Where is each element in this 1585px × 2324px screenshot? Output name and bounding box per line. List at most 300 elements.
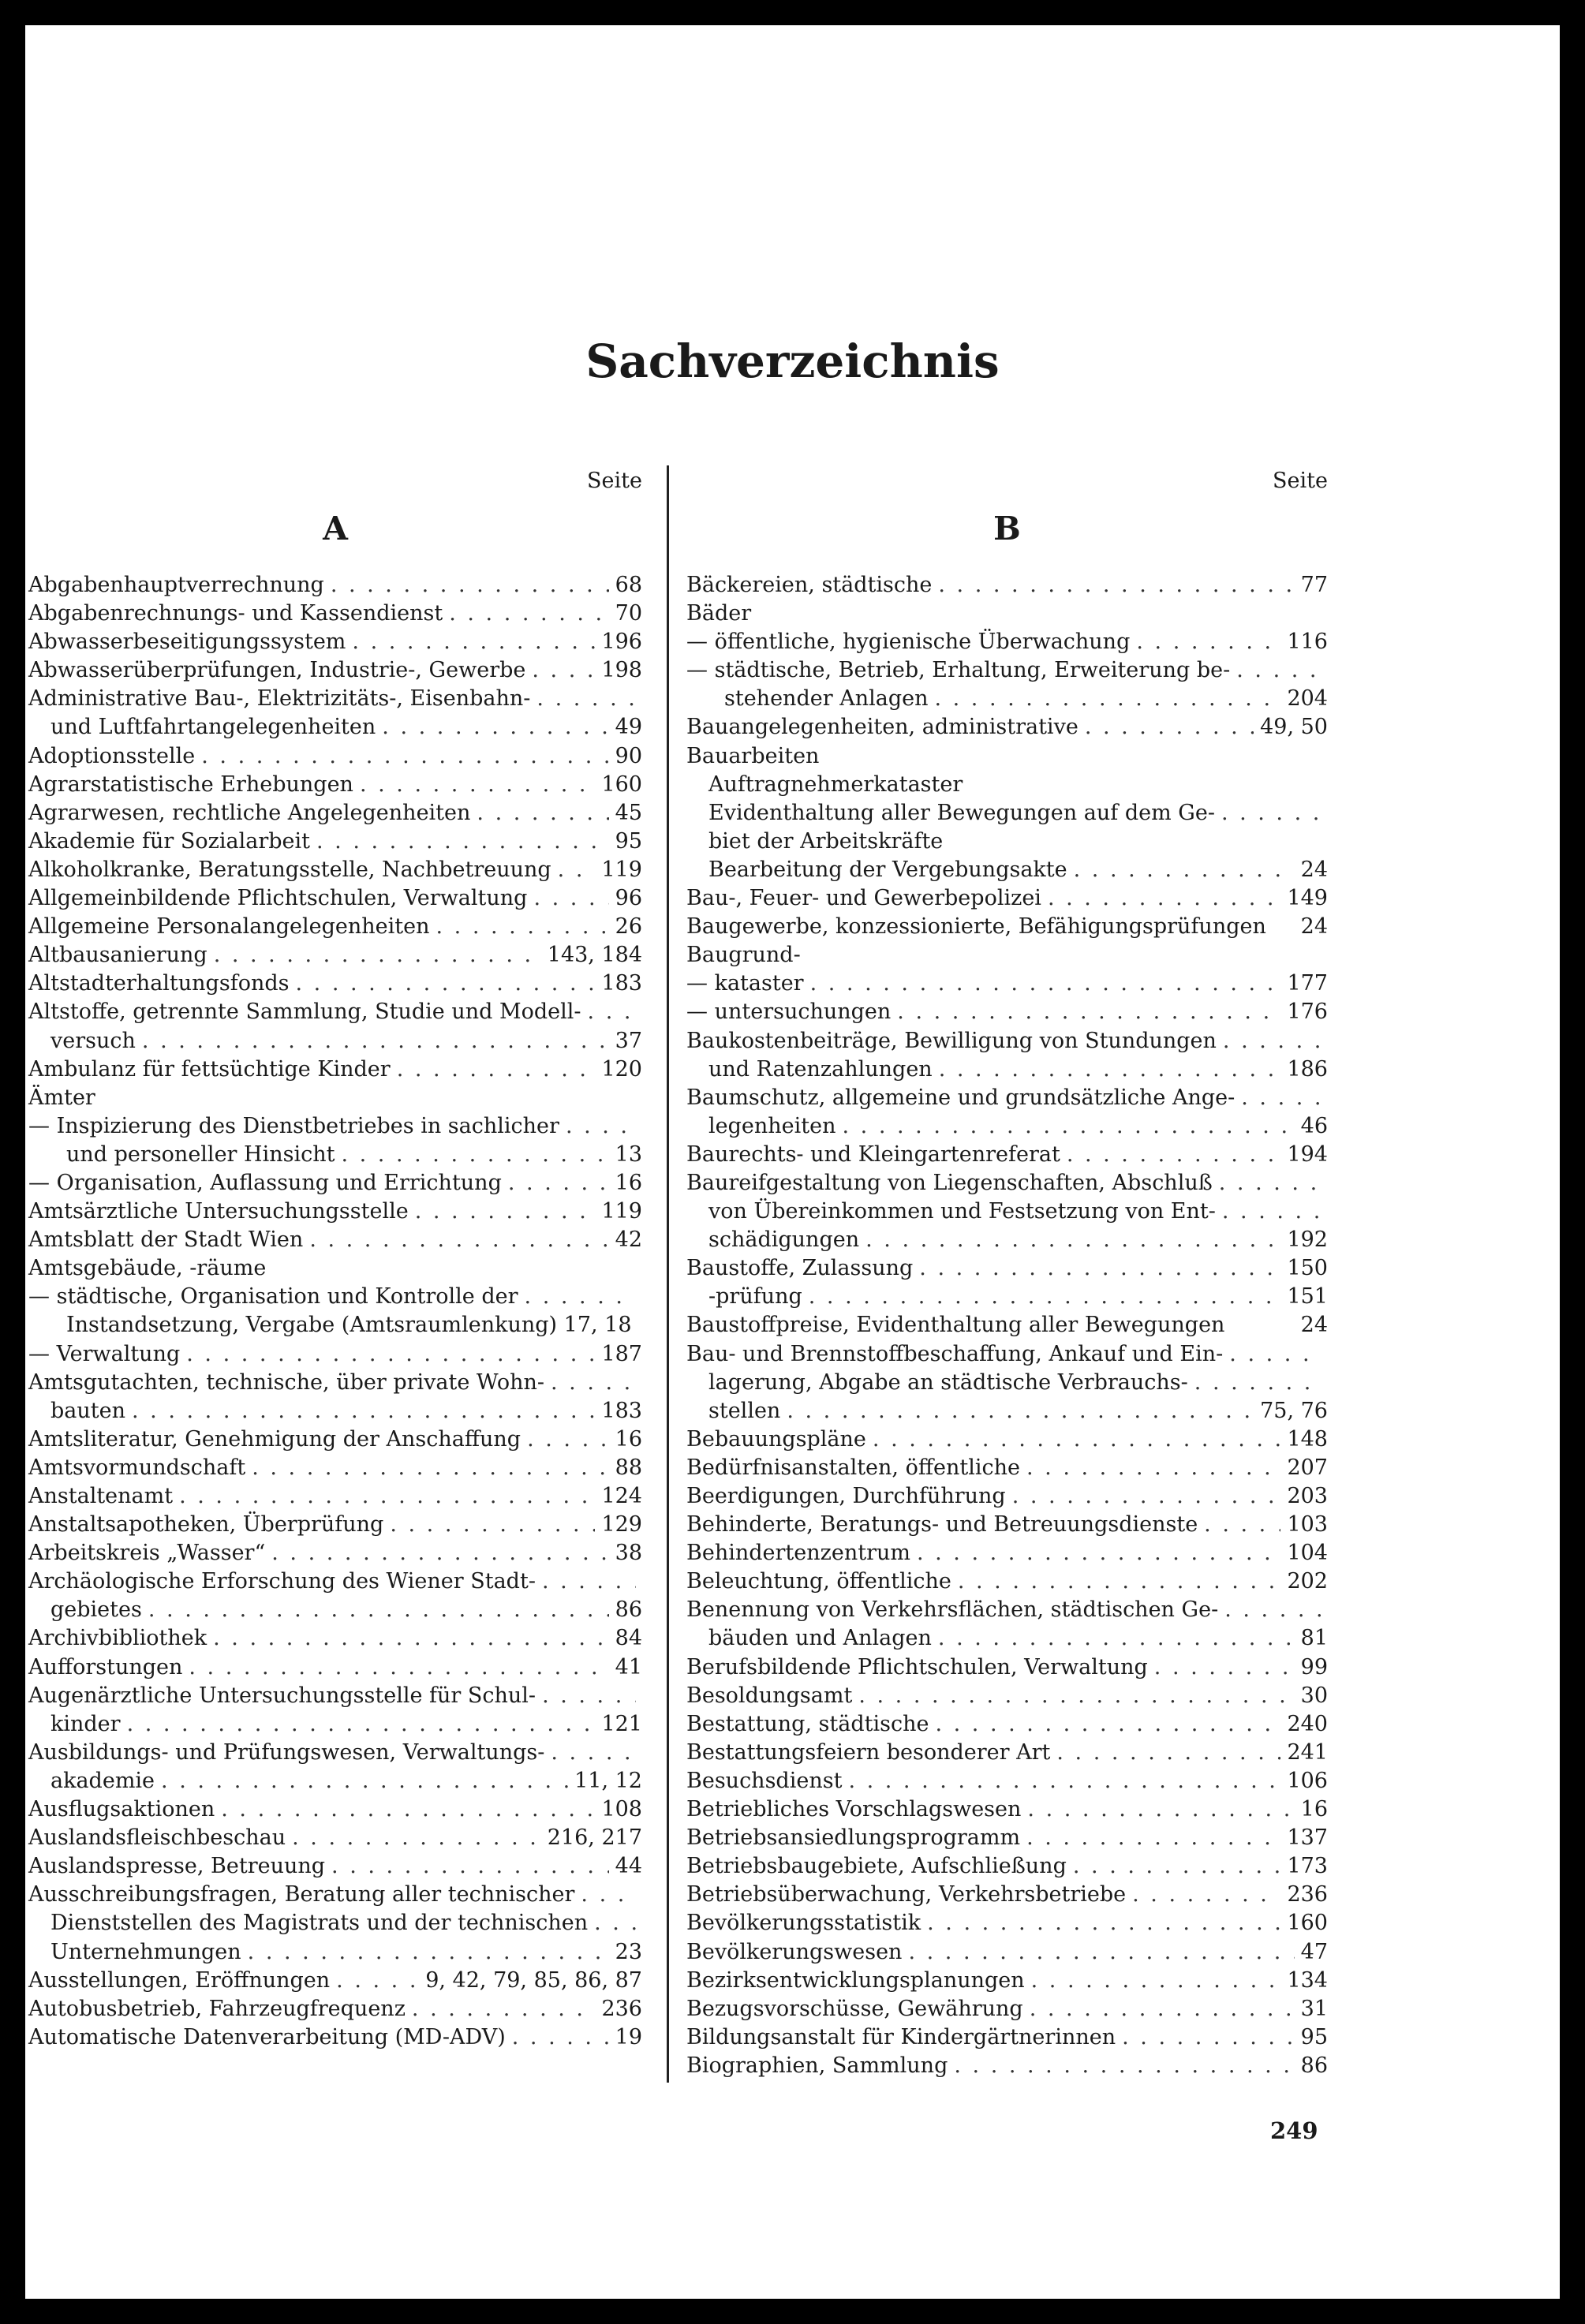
- entry-term: Agrarwesen, rechtliche Angelegenheiten: [28, 800, 471, 825]
- entry-term: und personeller Hinsicht: [66, 1141, 335, 1167]
- entry-page: 103: [1287, 1512, 1328, 1538]
- entry-term: akademie: [50, 1768, 155, 1793]
- entry-term: Berufsbildende Pflichtschulen, Verwaltung: [686, 1654, 1148, 1679]
- entry-term: Bau- und Brennstoffbeschaffung, Ankauf und Ein-: [686, 1341, 1224, 1366]
- index-entry: [686, 1624, 1328, 1653]
- dot-leader: [1030, 1995, 1295, 2023]
- dot-leader: [382, 713, 608, 742]
- entry-term: Alkoholkranke, Beratungsstelle, Nachbetreuung: [28, 857, 551, 882]
- entry-page: 183: [601, 1398, 642, 1423]
- index-entry: [28, 1311, 642, 1339]
- dot-leader: [248, 1938, 609, 1967]
- dot-leader: [581, 1881, 636, 1909]
- entry-page: 49: [615, 715, 642, 740]
- index-entry: [28, 1596, 642, 1624]
- entry-term: und Luftfahrtangelegenheiten: [50, 715, 376, 740]
- entry-term: Dienststellen des Magistrats und der technischen: [50, 1911, 589, 1936]
- index-entry: [28, 1027, 642, 1056]
- index-entry: [28, 1084, 642, 1112]
- entry-term: Amtsvormundschaft: [28, 1455, 246, 1480]
- entry-page: 151: [1287, 1284, 1328, 1310]
- index-entry: [28, 1852, 642, 1881]
- entry-term: Arbeitskreis „Wasser“: [28, 1541, 266, 1566]
- index-entries-a: [28, 571, 642, 2052]
- index-entry: [28, 1454, 642, 1482]
- index-entry: [686, 571, 1328, 600]
- dot-leader: [1056, 1739, 1280, 1767]
- index-entry: [686, 656, 1328, 685]
- entry-term: lagerung, Abgabe an städtische Verbrauchs-: [708, 1369, 1188, 1395]
- index-entry: [686, 913, 1328, 941]
- entry-page: 19: [615, 2024, 642, 2049]
- entry-term: Abwasserbeseitigungssystem: [28, 630, 346, 655]
- entry-term: Bearbeitung der Vergebungsakte: [708, 857, 1067, 882]
- entry-term: Allgemeine Personalangelegenheiten: [28, 914, 430, 940]
- dot-leader: [341, 1141, 608, 1169]
- entry-term: — untersuchungen: [686, 999, 892, 1025]
- index-entry: [686, 1995, 1328, 2023]
- entry-term: kinder: [50, 1711, 121, 1736]
- entry-term: Ämter: [28, 1085, 95, 1110]
- index-entry: [28, 713, 642, 742]
- index-entry: [28, 1824, 642, 1852]
- entry-page: 37: [615, 1028, 642, 1053]
- index-entry: [686, 1567, 1328, 1596]
- section-letter-b: B: [993, 510, 1021, 547]
- entry-term: Behindertenzentrum: [686, 1541, 910, 1566]
- entry-page: 186: [1287, 1056, 1328, 1082]
- entry-term: bäuden und Anlagen: [708, 1626, 932, 1651]
- entry-term: Allgemeinbildende Pflichtschulen, Verwaltung: [28, 886, 528, 911]
- entry-page: 84: [615, 1626, 642, 1651]
- entry-term: Altbausanierung: [28, 943, 207, 968]
- entry-term: Bauangelegenheiten, administrative: [686, 715, 1078, 740]
- dot-leader: [542, 1567, 636, 1596]
- index-entry: [28, 1425, 642, 1454]
- entry-page: 45: [615, 800, 642, 825]
- entry-page: 149: [1287, 886, 1328, 911]
- index-entry: [28, 1767, 642, 1795]
- entry-term: — kataster: [686, 971, 804, 996]
- entry-page: 41: [615, 1654, 642, 1679]
- entry-term: -prüfung: [708, 1284, 802, 1310]
- entry-term: Baurechts- und Kleingartenreferat: [686, 1141, 1060, 1167]
- index-entry: [28, 1909, 642, 1937]
- dot-leader: [449, 600, 608, 628]
- dot-leader: [551, 1369, 636, 1397]
- entry-term: Amtsärztliche Untersuchungsstelle: [28, 1199, 409, 1224]
- dot-leader: [1026, 1454, 1280, 1482]
- index-entry: [686, 1254, 1328, 1283]
- entry-page: 160: [1287, 1911, 1328, 1936]
- entry-term: Bevölkerungsstatistik: [686, 1911, 921, 1936]
- section-letter-a: A: [323, 510, 348, 547]
- index-entry: [28, 799, 642, 828]
- dot-leader: [938, 1624, 1295, 1653]
- dot-leader: [865, 1226, 1280, 1254]
- dot-leader: [360, 771, 596, 799]
- entry-term: Abwasserüberprüfungen, Industrie-, Gewerbe: [28, 658, 526, 683]
- entry-term: Benennung von Verkehrsflächen, städtischen Ge-: [686, 1597, 1219, 1623]
- entry-term: Beleuchtung, öffentliche: [686, 1569, 951, 1594]
- entry-term: versuch: [50, 1028, 136, 1053]
- entry-term: Altstoffe, getrennte Sammlung, Studie und Modell-: [28, 999, 581, 1025]
- index-entry: [28, 1881, 642, 1909]
- entry-term: stehender Anlagen: [724, 686, 929, 712]
- page-number: 249: [1270, 2117, 1318, 2144]
- entry-page: 121: [601, 1711, 642, 1736]
- entry-page: 173: [1287, 1854, 1328, 1879]
- entry-term: Auftragnehmerkataster: [708, 772, 963, 797]
- entry-term: Bebauungspläne: [686, 1426, 866, 1452]
- index-entry: [686, 1397, 1328, 1425]
- dot-leader: [412, 1995, 596, 2023]
- dot-leader: [1224, 1596, 1321, 1624]
- entry-term: Evidenthaltung aller Bewegungen auf dem Ge-: [708, 800, 1215, 825]
- entry-page: 96: [615, 886, 642, 911]
- index-entry: [686, 2023, 1328, 2052]
- entry-page: 86: [1300, 2053, 1328, 2078]
- entry-term: Bildungsanstalt für Kindergärtnerinnen: [686, 2024, 1116, 2049]
- index-entry: [686, 1767, 1328, 1795]
- index-entry: [686, 856, 1328, 884]
- index-entry: [28, 1739, 642, 1767]
- entry-page: 129: [601, 1512, 642, 1538]
- dot-leader: [508, 1169, 609, 1197]
- dot-leader: [1085, 713, 1254, 742]
- dot-leader: [271, 1539, 608, 1567]
- index-entry: [686, 1283, 1328, 1311]
- dot-leader: [132, 1397, 595, 1425]
- entry-page: 16: [615, 1426, 642, 1452]
- index-entry: [686, 1824, 1328, 1852]
- dot-leader: [1026, 1824, 1280, 1852]
- entry-term: Betriebsüberwachung, Verkehrsbetriebe: [686, 1882, 1127, 1907]
- page-title: Sachverzeichnis: [585, 334, 1000, 388]
- entry-page: 196: [601, 630, 642, 655]
- entry-term: Behinderte, Beratungs- und Betreuungsdienste: [686, 1512, 1198, 1538]
- index-entry: [28, 1938, 642, 1967]
- entry-term: — Organisation, Auflassung und Errichtung: [28, 1170, 502, 1195]
- index-entry: [28, 1511, 642, 1539]
- entry-page: 75, 76: [1260, 1398, 1328, 1423]
- index-entry: [686, 828, 1328, 856]
- entry-term: Besoldungsamt: [686, 1683, 853, 1708]
- index-entry: [686, 742, 1328, 771]
- entry-term: Anstaltenamt: [28, 1484, 174, 1508]
- entry-term: Agrarstatistische Erhebungen: [28, 772, 353, 797]
- entry-term: Abgabenrechnungs- und Kassendienst: [28, 601, 443, 626]
- entry-term: Administrative Bau-, Elektrizitäts-, Eisenbahn-: [28, 686, 531, 712]
- index-entry: [28, 1112, 642, 1141]
- index-entry: [686, 771, 1328, 799]
- index-entry: [686, 1084, 1328, 1112]
- entry-term: Altstadterhaltungsfonds: [28, 971, 290, 996]
- entry-page: 204: [1287, 686, 1328, 712]
- index-entry: [28, 998, 642, 1026]
- dot-leader: [352, 628, 595, 656]
- entry-page: 68: [615, 573, 642, 597]
- dot-leader: [787, 1397, 1254, 1425]
- index-entry: [686, 2052, 1328, 2080]
- entry-term: Baureifgestaltung von Liegenschaften, Abschluß: [686, 1170, 1213, 1195]
- entry-term: Bau-, Feuer- und Gewerbepolizei: [686, 886, 1041, 911]
- index-entry: [28, 856, 642, 884]
- entry-page: 216, 217: [547, 1825, 642, 1851]
- dot-leader: [292, 1824, 541, 1852]
- entry-page: 183: [601, 971, 642, 996]
- entry-term: Bäder: [686, 601, 752, 626]
- index-entry: [686, 713, 1328, 742]
- index-entry: [686, 1596, 1328, 1624]
- dot-leader: [1132, 1881, 1280, 1909]
- entry-term: Betriebsbaugebiete, Aufschließung: [686, 1854, 1067, 1879]
- entry-term: Unternehmungen: [50, 1939, 241, 1964]
- entry-term: bauten: [50, 1398, 125, 1423]
- dot-leader: [1222, 1197, 1321, 1226]
- index-entry: [28, 884, 642, 913]
- index-entry: [686, 1340, 1328, 1369]
- dot-leader: [939, 1056, 1281, 1084]
- entry-page: 176: [1287, 999, 1328, 1025]
- index-entry: [28, 1197, 642, 1226]
- entry-term: Amtsgutachten, technische, über private Wohn-: [28, 1369, 544, 1395]
- index-entry: [686, 970, 1328, 998]
- dot-leader: [810, 970, 1281, 998]
- index-entry: [28, 1169, 642, 1197]
- dot-leader: [309, 1226, 608, 1254]
- entry-page: 134: [1287, 1967, 1328, 1993]
- dot-leader: [551, 1739, 636, 1767]
- index-entry: [28, 1710, 642, 1739]
- entry-term: Bestattungsfeiern besonderer Art: [686, 1739, 1051, 1765]
- index-entry: [686, 1682, 1328, 1710]
- dot-leader: [189, 1653, 608, 1682]
- entry-page: 9, 42, 79, 85, 86, 87: [425, 1967, 642, 1993]
- entry-page: 150: [1287, 1256, 1328, 1281]
- index-entry: [686, 1112, 1328, 1141]
- entry-term: Baumschutz, allgemeine und grundsätzliche Ange-: [686, 1085, 1235, 1110]
- entry-term: Bevölkerungswesen: [686, 1939, 903, 1964]
- dot-leader: [897, 998, 1280, 1026]
- dot-leader: [1031, 1967, 1281, 1995]
- dot-leader: [536, 685, 636, 713]
- entry-page: 203: [1287, 1484, 1328, 1508]
- index-entry: [686, 1482, 1328, 1511]
- dot-leader: [1241, 1084, 1321, 1112]
- dot-leader: [512, 2023, 609, 2052]
- entry-page: 49, 50: [1260, 715, 1328, 740]
- entry-page: 11, 12: [574, 1768, 642, 1793]
- entry-page: 143, 184: [547, 943, 642, 968]
- entry-page: 119: [601, 1199, 642, 1224]
- entry-page: 236: [1287, 1882, 1328, 1907]
- dot-leader: [397, 1056, 596, 1084]
- entry-page: 106: [1287, 1768, 1328, 1793]
- entry-term: Instandsetzung, Vergabe (Amtsraumlenkung) 17, 18: [66, 1313, 632, 1338]
- dot-leader: [390, 1511, 595, 1539]
- index-entry: [28, 1539, 642, 1567]
- dot-leader: [594, 1909, 636, 1937]
- entry-term: Bedürfnisanstalten, öffentliche: [686, 1455, 1020, 1480]
- dot-leader: [213, 1624, 609, 1653]
- entry-term: stellen: [708, 1398, 781, 1423]
- entry-page: 104: [1287, 1541, 1328, 1566]
- index-entry: [28, 828, 642, 856]
- dot-leader: [917, 1539, 1280, 1567]
- entry-term: Automatische Datenverarbeitung (MD-ADV): [28, 2024, 506, 2049]
- seite-header-b: Seite: [1273, 469, 1328, 493]
- index-entry: [28, 913, 642, 941]
- index-entry: [686, 1454, 1328, 1482]
- index-entry: [686, 1539, 1328, 1567]
- index-entry: [686, 1739, 1328, 1767]
- entry-term: — öffentliche, hygienische Überwachung: [686, 630, 1131, 655]
- entry-term: Biographien, Sammlung: [686, 2053, 948, 2078]
- index-entry: [28, 1397, 642, 1425]
- dot-leader: [927, 1909, 1280, 1937]
- entry-page: 207: [1287, 1455, 1328, 1480]
- index-entry: [28, 656, 642, 685]
- entry-page: 46: [1300, 1113, 1328, 1138]
- index-entry: [28, 970, 642, 998]
- entry-page: 86: [615, 1597, 642, 1623]
- index-entry: [28, 1967, 642, 1995]
- dot-leader: [252, 1454, 608, 1482]
- entry-page: 30: [1300, 1683, 1328, 1708]
- entry-page: 240: [1287, 1711, 1328, 1736]
- entry-term: Baugrund-: [686, 943, 801, 968]
- dot-leader: [848, 1767, 1280, 1795]
- dot-leader: [1027, 1795, 1294, 1824]
- index-entry: [686, 1938, 1328, 1967]
- entry-term: Augenärztliche Untersuchungsstelle für Schul-: [28, 1683, 536, 1708]
- index-entry: [28, 628, 642, 656]
- entry-term: — Verwaltung: [28, 1341, 181, 1366]
- index-entry: [28, 1283, 642, 1311]
- index-entry: [28, 1682, 642, 1710]
- entry-page: 99: [1300, 1654, 1328, 1679]
- entry-page: 192: [1287, 1227, 1328, 1253]
- index-entry: [28, 600, 642, 628]
- entry-term: Amtsliteratur, Genehmigung der Anschaffung: [28, 1426, 521, 1452]
- entry-page: 24: [1300, 857, 1328, 882]
- entry-term: Baukostenbeiträge, Bewilligung von Stundungen: [686, 1028, 1217, 1053]
- index-entry: [686, 1197, 1328, 1226]
- entry-term: Archivbibliothek: [28, 1626, 207, 1651]
- entry-page: 47: [1300, 1939, 1328, 1964]
- dot-leader: [1122, 2023, 1295, 2052]
- entry-page: 119: [601, 857, 642, 882]
- index-entry: [686, 1226, 1328, 1254]
- entry-page: 194: [1287, 1141, 1328, 1167]
- entry-term: Besuchsdienst: [686, 1768, 843, 1793]
- entry-term: Autobusbetrieb, Fahrzeugfrequenz: [28, 1996, 406, 2021]
- index-entry: [28, 1226, 642, 1254]
- dot-leader: [1223, 1027, 1321, 1056]
- index-entry: [686, 600, 1328, 628]
- seite-header-a: Seite: [587, 469, 642, 493]
- index-entry: [28, 941, 642, 970]
- dot-leader: [1136, 628, 1280, 656]
- index-entry: [28, 685, 642, 713]
- dot-leader: [934, 685, 1280, 713]
- dot-leader: [1048, 884, 1281, 913]
- entry-page: 95: [615, 828, 642, 854]
- dot-leader: [331, 571, 609, 600]
- dot-leader: [1154, 1653, 1295, 1682]
- entry-term: Betriebliches Vorschlagswesen: [686, 1797, 1022, 1822]
- dot-leader: [161, 1767, 568, 1795]
- dot-leader: [1221, 799, 1321, 828]
- entry-term: — städtische, Organisation und Kontrolle der: [28, 1284, 518, 1310]
- dot-leader: [221, 1795, 595, 1824]
- index-entry: [28, 571, 642, 600]
- column-divider: [667, 465, 669, 2083]
- entry-page: 202: [1287, 1569, 1328, 1594]
- dot-leader: [858, 1682, 1294, 1710]
- dot-leader: [214, 941, 541, 970]
- entry-term: — städtische, Betrieb, Erhaltung, Erweiterung be-: [686, 658, 1231, 683]
- index-entry: [686, 1653, 1328, 1682]
- dot-leader: [336, 1967, 419, 1995]
- index-entries-b: [686, 571, 1328, 2080]
- index-entry: [28, 1369, 642, 1397]
- dot-leader: [477, 799, 608, 828]
- entry-page: 148: [1287, 1426, 1328, 1452]
- entry-term: Bestattung, städtische: [686, 1711, 929, 1736]
- index-entry: [686, 685, 1328, 713]
- entry-page: 236: [601, 1996, 642, 2021]
- entry-page: 120: [601, 1056, 642, 1082]
- entry-term: Amtsgebäude, -räume: [28, 1256, 267, 1281]
- entry-term: Ausflugsaktionen: [28, 1797, 215, 1822]
- index-entry: [686, 1795, 1328, 1824]
- dot-leader: [1074, 856, 1295, 884]
- dot-leader: [201, 742, 608, 771]
- index-entry: [28, 1141, 642, 1169]
- dot-leader: [588, 998, 636, 1026]
- index-entry: [686, 1311, 1328, 1339]
- entry-term: von Übereinkommen und Festsetzung von Ent-: [708, 1199, 1216, 1224]
- index-entry: [686, 1369, 1328, 1397]
- entry-page: 23: [615, 1939, 642, 1964]
- dot-leader: [1219, 1169, 1321, 1197]
- dot-leader: [843, 1112, 1295, 1141]
- dot-leader: [809, 1283, 1281, 1311]
- entry-term: Baugewerbe, konzessionierte, Befähigungsprüfungen: [686, 914, 1266, 940]
- entry-term: Ambulanz für fettsüchtige Kinder: [28, 1056, 391, 1082]
- index-entry: [28, 1056, 642, 1084]
- dot-leader: [331, 1852, 609, 1881]
- entry-page: 81: [1300, 1626, 1328, 1651]
- index-entry: [28, 1254, 642, 1283]
- entry-term: Abgabenhauptverrechnung: [28, 573, 324, 597]
- dot-leader: [958, 1567, 1281, 1596]
- index-entry: [686, 628, 1328, 656]
- document-page: [25, 25, 1560, 2299]
- entry-page: 24: [1300, 914, 1328, 940]
- entry-page: 137: [1287, 1825, 1328, 1851]
- index-entry: [686, 799, 1328, 828]
- dot-leader: [1073, 1852, 1281, 1881]
- dot-leader: [1194, 1369, 1321, 1397]
- dot-leader: [127, 1710, 596, 1739]
- entry-page: 160: [601, 772, 642, 797]
- entry-term: Baustoffe, Zulassung: [686, 1256, 914, 1281]
- entry-term: Aufforstungen: [28, 1654, 183, 1679]
- entry-page: 16: [1300, 1797, 1328, 1822]
